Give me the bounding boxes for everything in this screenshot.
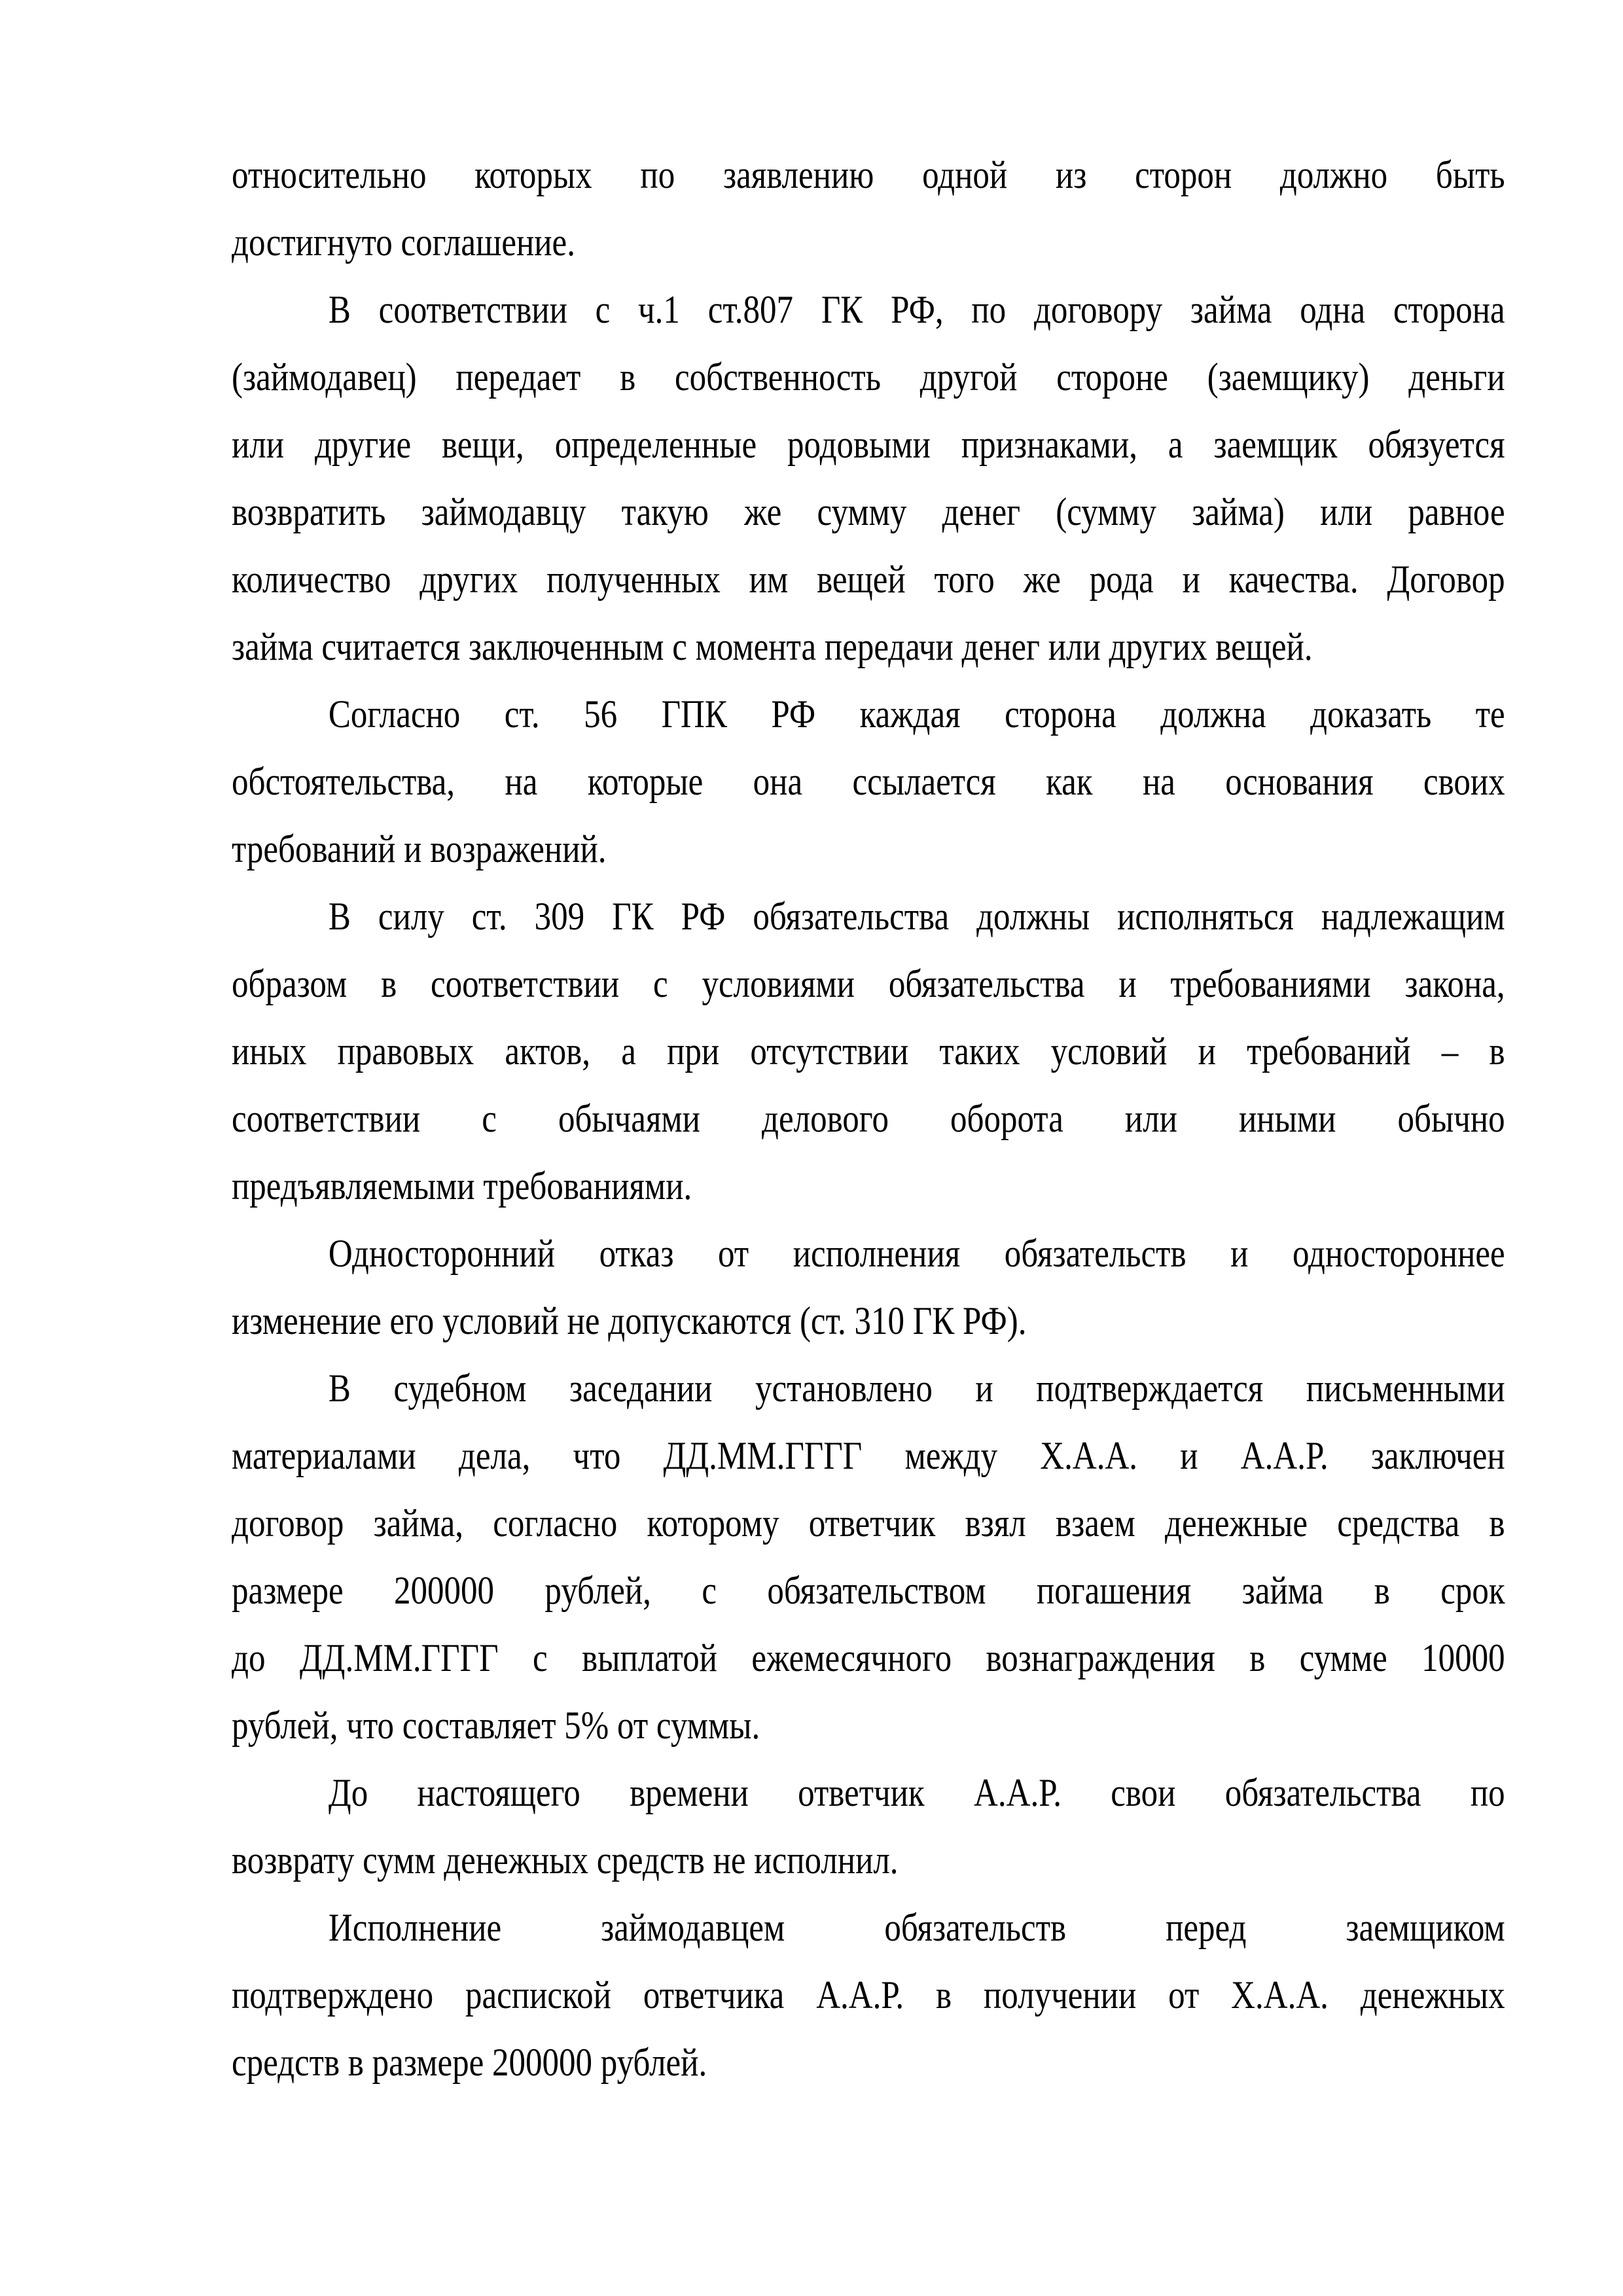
text-line: относительно которых по заявлению одной из сторон должно быть xyxy=(232,153,1505,196)
text-line: договор займа, согласно которому ответчик взял взаем денежные средства в xyxy=(232,1501,1505,1545)
text-line: количество других полученных им вещей того же рода и качества. Договор xyxy=(232,558,1505,601)
text-line: В соответствии с ч.1 ст.807 ГК РФ, по договору займа одна сторона xyxy=(328,288,1505,331)
text-line: средств в размере 200000 рублей. xyxy=(232,2041,707,2084)
paragraph xyxy=(232,1894,1505,2096)
text-line: изменение его условий не допускаются (ст. 310 ГК РФ). xyxy=(232,1299,1027,1342)
text-line: Односторонний отказ от исполнения обязательств и одностороннее xyxy=(328,1232,1505,1275)
text-line: или другие вещи, определенные родовыми признаками, а заемщик обязуется xyxy=(232,423,1505,466)
paragraph xyxy=(232,1759,1505,1894)
text-line: возвратить займодавцу такую же сумму денег (сумму займа) или равное xyxy=(232,490,1505,533)
paragraph xyxy=(232,141,1505,276)
text-line: рублей, что составляет 5% от суммы. xyxy=(232,1704,760,1747)
paragraph xyxy=(232,681,1505,883)
text-line: Исполнение займодавцем обязательств перед заемщиком xyxy=(328,1906,1505,1949)
text-line: до ДД.ММ.ГГГГ с выплатой ежемесячного вознаграждения в сумме 10000 xyxy=(232,1636,1505,1679)
text-line: В судебном заседании установлено и подтверждается письменными xyxy=(328,1367,1505,1410)
text-line: достигнуто соглашение. xyxy=(232,221,575,264)
text-line: подтверждено распиской ответчика А.А.Р. в получении от Х.А.А. денежных xyxy=(232,1973,1505,2017)
paragraph xyxy=(232,883,1505,1220)
document-text xyxy=(232,141,1505,2096)
paragraph xyxy=(232,1355,1505,1759)
text-line: (займодавец) передает в собственность другой стороне (заемщику) деньги xyxy=(232,355,1505,399)
text-line: возврату сумм денежных средств не исполнил. xyxy=(232,1839,899,1882)
paragraph xyxy=(232,276,1505,681)
text-line: размере 200000 рублей, с обязательством погашения займа в срок xyxy=(232,1569,1505,1612)
text-line: предъявляемыми требованиями. xyxy=(232,1164,692,1208)
text-line: Согласно ст. 56 ГПК РФ каждая сторона должна доказать те xyxy=(328,692,1505,736)
text-line: До настоящего времени ответчик А.А.Р. свои обязательства по xyxy=(328,1771,1505,1814)
text-line: соответствии с обычаями делового оборота или иными обычно xyxy=(232,1097,1505,1140)
text-line: требований и возражений. xyxy=(232,827,607,870)
text-line: обстоятельства, на которые она ссылается как на основания своих xyxy=(232,760,1505,803)
text-line: материалами дела, что ДД.ММ.ГГГГ между Х.А.А. и А.А.Р. заключен xyxy=(232,1434,1505,1477)
text-line: образом в соответствии с условиями обязательства и требованиями закона, xyxy=(232,962,1505,1005)
text-line: В силу ст. 309 ГК РФ обязательства должны исполняться надлежащим xyxy=(328,895,1505,938)
text-line: иных правовых актов, а при отсутствии таких условий и требований – в xyxy=(232,1030,1505,1073)
paragraph xyxy=(232,1220,1505,1355)
text-line: займа считается заключенным с момента передачи денег или других вещей. xyxy=(232,625,1313,668)
